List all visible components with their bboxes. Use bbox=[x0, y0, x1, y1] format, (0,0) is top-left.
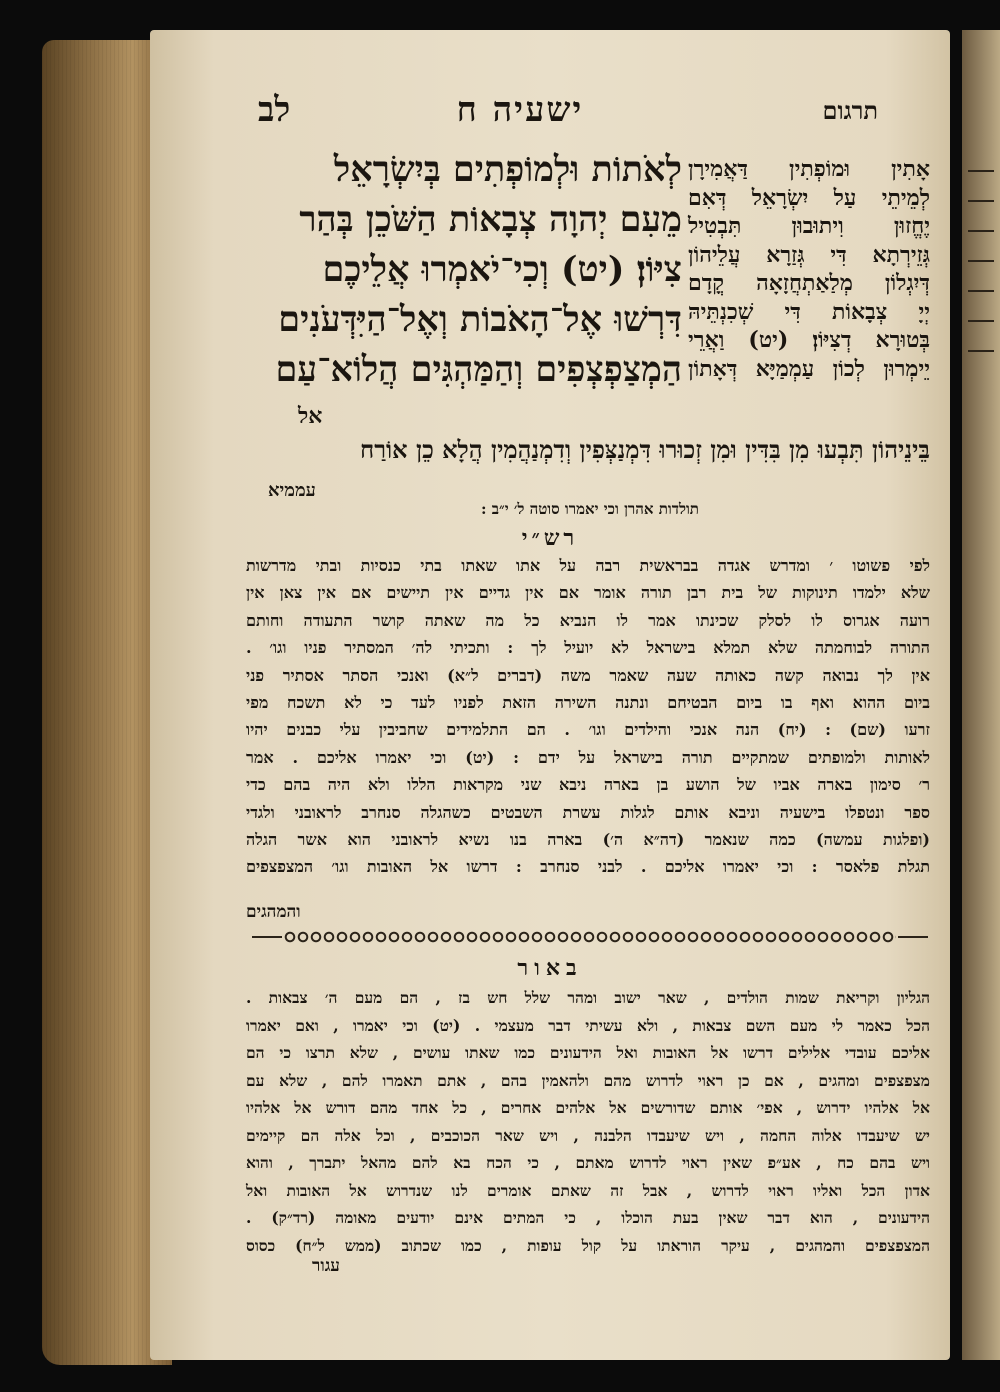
bible-line: לְאֹתוֹת וּלְמוֹפְתִים בְּיִשְׂרָאֵל bbox=[333, 149, 682, 190]
targum-line: לְמֵיתֵי עַל יִשְׂרָאֵל דְּאִם bbox=[688, 184, 930, 211]
beur-catchword: עגור bbox=[312, 1256, 340, 1276]
folio-number: לב bbox=[258, 90, 291, 130]
facing-page-edge bbox=[962, 30, 1000, 1360]
beur-line: הידעונים , הוא דבר שאין בעת הוכלו , כי המתים אינם יודעים מאומה (רד״ק) . bbox=[246, 1208, 930, 1227]
rashi-line: (ופלגות עמשה) כמה שנאמר (דה״א ה׳) בארה בנו נשיא לראובני הוא אשר הגלה bbox=[246, 830, 930, 850]
rashi-line: ביום ההוא ואף בו ביום הבטיחם ונתנה השירה הזאת לפניו לעד כי לא תשכח מפי bbox=[246, 693, 930, 713]
bible-line: הַמְצַפְצְפִים וְהַמַּהְגִּים הֲלוֹא־עַם bbox=[275, 349, 682, 390]
rashi-commentary bbox=[246, 552, 930, 881]
rashi-line: תגלת פלאסר : וכי יאמרו אליכם . לבני סנחרב : דרשו אל האובות וגו׳ המצפצפים bbox=[246, 857, 930, 877]
beur-line: המצפצפים והמהגים , עיקר הוראתו על קול עופות , כמו שכתוב (ממש ל״ח) כסוס bbox=[246, 1235, 930, 1255]
rashi-line: ספר ונטפלו בישעיה וניבא אותם לגלות עשרת השבטים כשהגלה סנחרב לראובני ולגדי bbox=[246, 802, 930, 822]
targum-line: יֶחֱזוּן וִיתוּבוּן תִּבְטִיל bbox=[688, 213, 930, 239]
beur-line: יש שיעבדו אלוה החמה , ויש שיעבדו הלבנה , ויש שאר הכוכבים , וכל אלה הם קיימים bbox=[246, 1125, 930, 1145]
rashi-line: לאותות ולמופתים שמתקיים תורה בישראל על ידם : (יט) וכי יאמרו אליכם . אמר bbox=[246, 747, 930, 767]
targum-full-width-line: בֵּינֵיהוֹן תִּבְעוּ מִן בִּדִּין וּמִן זְכוּרוּ דִּמְנַצְּפִין וְדִמְנַהֲמִין הֲלָא כֵן אוֹרַח bbox=[360, 435, 930, 464]
bible-line: דִּרְשׁוּ אֶל־הָאֹבוֹת וְאֶל־הַיִּדְּעֹנִים bbox=[278, 299, 682, 340]
rashi-line: אין לך נבואה קשה כאותה שעה שאמר משה (דברים ל״א) ואנכי הסתר אסתיר פני bbox=[246, 665, 930, 685]
targum-catchword: עממיא bbox=[268, 480, 316, 501]
rashi-line: לפי פשוטו ׳ ומדרש אגדה בבראשית רבה על אתו שאתו בתי כנסיות ובתי מדרשות bbox=[246, 556, 930, 575]
beur-line: אל אלהיו ידרוש , אפי׳ אותם שדורשים אל אלהים אחרים , כל אחד מהם דורש אל אלהיו bbox=[246, 1098, 930, 1117]
bible-line: מֵעִם יְהוָה צְבָאוֹת הַשֹּׁכֵן בְּהַר bbox=[299, 199, 682, 240]
rashi-line: זרעו (שם) : (יח) הנה אנכי והילדים וגו׳ . הם התלמידים שחביבין עלי כבנים יהיו bbox=[246, 720, 930, 740]
targum-column bbox=[688, 155, 930, 383]
running-head bbox=[150, 90, 950, 130]
rashi-line: ר׳ סימון בארה אביו של הושע בן בארה ניבא שני מקראות הללו ולא היה בהם כדי bbox=[246, 775, 930, 795]
beur-line: אליכם עובדי אלילים דרשו אל האובות ואל הידעונים כמו שאתו עושים , שלא תרצו כי הם bbox=[246, 1043, 930, 1062]
rashi-heading: רש״י bbox=[521, 525, 579, 551]
bible-line: צִיּוֹן׃ (יט) וְכִי־יֹאמְרוּ אֲלֵיכֶם bbox=[322, 249, 682, 290]
bible-text-column bbox=[250, 145, 682, 395]
rashi-line: שלא ילמדו תינוקות של בית רבן תורה אומר אם אין גדיים אין תיישים אם אין צאן אין bbox=[246, 583, 930, 603]
beur-line: מצפצפים ומהגים , אם כן ראוי לדרוש מהם ולהאמין בהם , אתם תאמרו להם , שלא עם bbox=[246, 1070, 930, 1090]
rashi-line: התורה לבוחמתה שלא תמלא בישראל לא יועיל לך : ותכיתי לה׳ המסתיר פניו וגו׳ . bbox=[246, 638, 930, 658]
targum-line: בְּטוּרָא דְצִיּוֹן׃ (יט) וַאֲרֵי bbox=[688, 327, 930, 353]
cross-reference-note: תולדות אהרן וכי יאמרו סוטה ל׳ י״ב : bbox=[481, 500, 699, 518]
beur-commentary bbox=[246, 984, 930, 1259]
bible-catchword: אל bbox=[298, 403, 323, 429]
targum-line: אָתִין וּמוֹפְתִין דַּאֲמִירָן bbox=[688, 156, 930, 182]
targum-line: דְּיִגְלוֹן מְלַאַתְחֲזָאָה קֳדָם bbox=[688, 270, 930, 296]
targum-line: גְּזֵירְתָא דִּי גְּזַרָא עֲלֵיהוֹן bbox=[688, 241, 930, 268]
beur-heading: באור bbox=[517, 955, 583, 981]
book-chapter-title: ישעיה ח bbox=[456, 90, 584, 130]
beur-line: הגליון וקריאת שמות הולדים , שאר ישוב ומהר שלל חש בז , הם מעם ה׳ צבאות . bbox=[246, 988, 930, 1007]
beur-line: ויש בהם כח , אע״פ שאין ראוי לדרוש מאתם , כי הכח בא להם מהאל יתברך , והוא bbox=[246, 1153, 930, 1172]
beur-line: הכל כאמר לי מעם השם צבאות , ולא עשיתי דבר מעצמי . (יט) וכי יאמרו , ואם יאמרו bbox=[246, 1015, 930, 1035]
targum-line: יְיָ צְבָאוֹת דִּי שְׁכִנְתֵּיהּ bbox=[688, 298, 930, 325]
rashi-line: רועה אגרוס לו לסלק שכינתו אמר לו הנביא כל מה שאתה קושר התעודה וחותם bbox=[246, 610, 930, 630]
targum-line: יֵימְרוּן לְכוֹן עַמְמַיָּא דְּאָתוֹן bbox=[688, 355, 930, 382]
ornamental-divider bbox=[252, 927, 928, 947]
column-label-targum: תרגום bbox=[822, 96, 878, 125]
book-page bbox=[150, 30, 950, 1360]
rashi-catchword: והמהגים bbox=[246, 902, 301, 922]
beur-line: אדון הכל ואליו ראוי לדרוש , אבל זה שאתם אומרים לנו שנדרוש אל האובות ואל bbox=[246, 1180, 930, 1200]
